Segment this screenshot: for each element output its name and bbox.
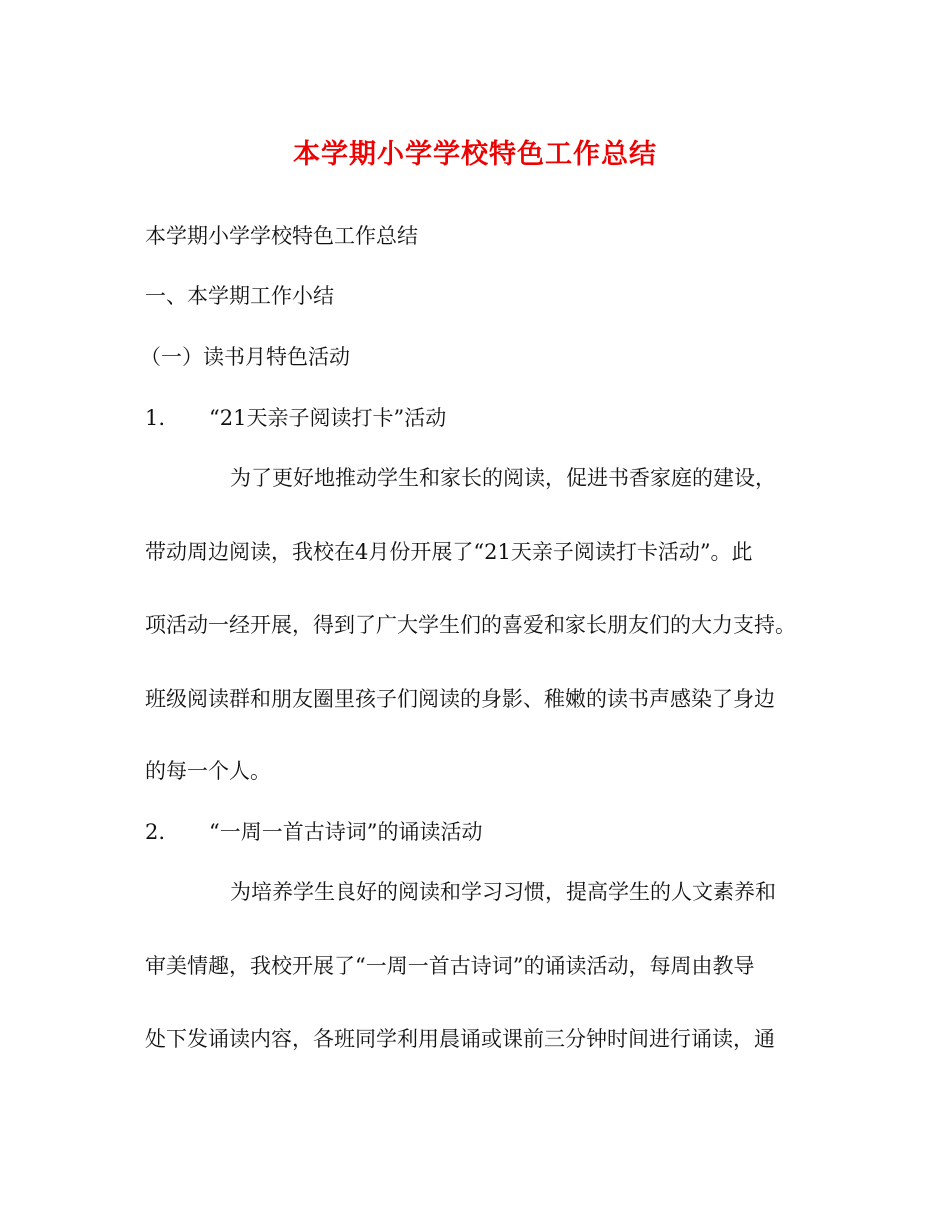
paragraph-line: 班级阅读群和朋友圈里孩子们阅读的身影、稚嫩的读书声感染了身边	[145, 687, 775, 711]
section-heading: 一、本学期工作小结	[145, 284, 334, 308]
item-number: 1.	[145, 406, 166, 430]
item-heading-2	[145, 818, 483, 846]
subsection-heading: （一）读书月特色活动	[140, 345, 350, 369]
paragraph-line: 的每一个人。	[145, 759, 271, 783]
item-title: “一周一首古诗词”的诵读活动	[209, 820, 483, 844]
paragraph-line: 审美情趣，我校开展了“一周一首古诗词”的诵读活动，每周由教导	[145, 954, 755, 978]
paragraph-line: 为了更好地推动学生和家长的阅读，促进书香家庭的建设，	[230, 466, 776, 490]
item-number: 2.	[145, 820, 166, 844]
subtitle: 本学期小学学校特色工作总结	[145, 224, 418, 248]
paragraph-line: 处下发诵读内容，各班同学利用晨诵或课前三分钟时间进行诵读，通	[145, 1027, 775, 1051]
paragraph-line: 为培养学生良好的阅读和学习习惯，提高学生的人文素养和	[230, 880, 776, 904]
paragraph-line: 项活动一经开展，得到了广大学生们的喜爱和家长朋友们的大力支持。	[145, 613, 796, 637]
paragraph-line: 带动周边阅读，我校在4月份开展了“21天亲子阅读打卡活动”。此	[145, 540, 753, 564]
page-title: 本学期小学学校特色工作总结	[293, 139, 657, 170]
item-heading-1	[145, 404, 446, 432]
item-title: “21天亲子阅读打卡”活动	[209, 406, 447, 430]
